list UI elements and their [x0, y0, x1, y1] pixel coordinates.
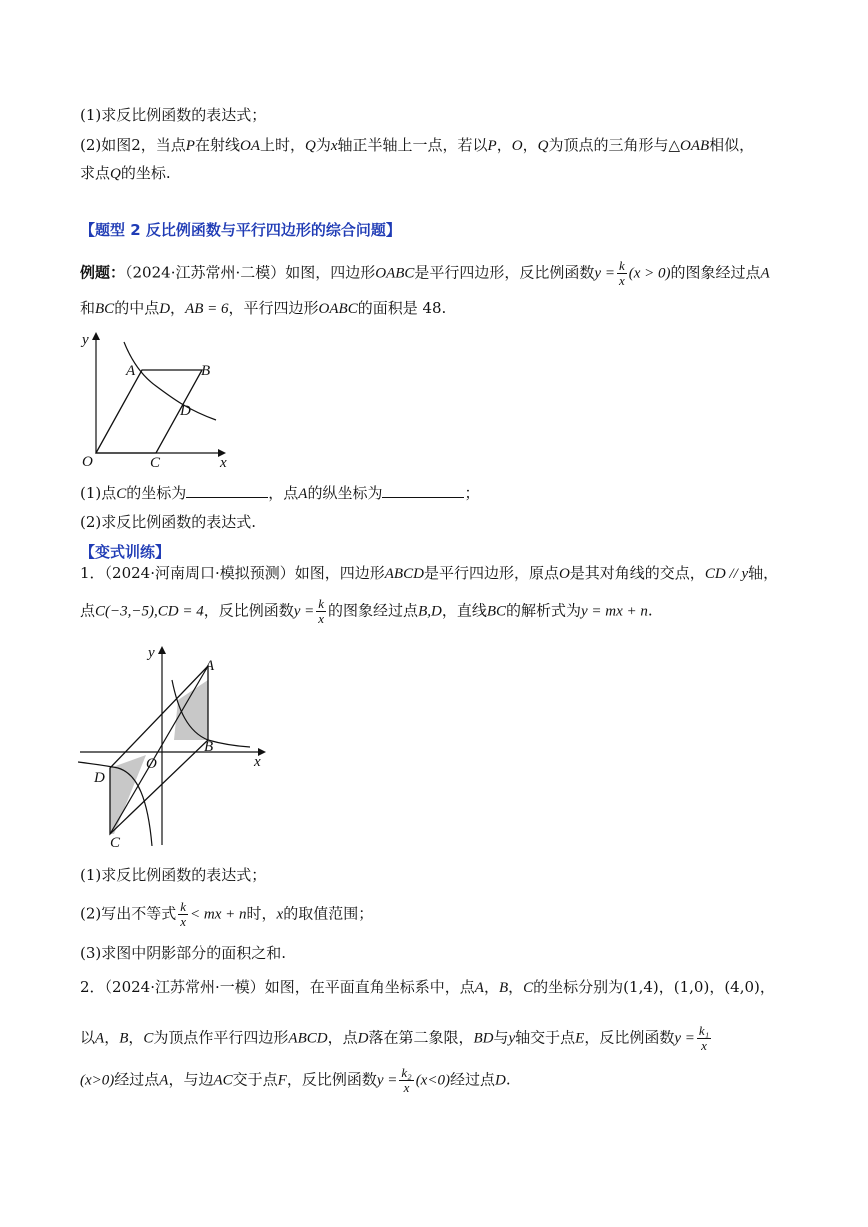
label-A: A [205, 658, 215, 674]
answer-blank-c[interactable] [186, 483, 268, 498]
label-D: D [94, 770, 105, 786]
fraction-k-over-x: $\frac{k}{x}$ [318, 596, 325, 626]
prev-question-2: (2)如图2，当点P在射线OA上时，Q为x轴正半轴上一点，若以P，O，Q为顶点的三角形与△OAB相似， [80, 136, 755, 154]
fraction-k2-over-x: $\frac{\text{k₂}}{x}$ [401, 1065, 412, 1095]
label-x: x [220, 455, 227, 471]
y-axis-arrow [158, 646, 166, 654]
hyperbola-curve [124, 342, 216, 420]
example-question-2: (2)求反比例函数的表达式. [80, 513, 257, 531]
variant-1-question-2: (2)写出不等式 $\frac{k}{x}$ < mx + n时，x的取值范围； [80, 899, 374, 929]
example-text-line-2: 和BC的中点D，AB = 6，平行四边形OABC的面积是 48. [80, 299, 447, 317]
figure-parallelogram-oabc [76, 328, 236, 473]
label-x: x [254, 754, 261, 770]
section-heading: 【题型 2 反比例函数与平行四边形的综合问题】 [80, 221, 401, 239]
diagonal-ac [110, 666, 208, 834]
variant-2-line-3: (x>0)经过点A，与边AC交于点F，反比例函数y = $\frac{\text{k₂}}{x}$ (x<0)经过点D. [80, 1065, 511, 1095]
variant-1-line-2: 点C(−3,−5),CD = 4，反比例函数y = $\frac{k}{x}$ 的图象经过点B,D，直线BC的解析式为y = mx + n. [80, 596, 653, 626]
y-axis-arrow [92, 332, 100, 340]
label-y: y [148, 645, 155, 661]
label-B: B [201, 363, 211, 379]
example-question-1: (1)点C的坐标为 ，点A的纵坐标为 ； [80, 484, 480, 502]
label-C: C [150, 455, 161, 471]
variant-1-question-1: (1)求反比例函数的表达式； [80, 866, 267, 884]
prev-question-1: (1)求反比例函数的表达式； [80, 106, 267, 124]
fraction-k-over-x: $\frac{k}{x}$ [180, 899, 187, 929]
variant-1-question-3: (3)求图中阴影部分的面积之和. [80, 944, 287, 962]
label-A: A [126, 363, 136, 379]
label-D: D [180, 403, 191, 419]
answer-blank-a[interactable] [382, 483, 464, 498]
label-y: y [82, 332, 89, 348]
variant-1-line-1: 1．（2024·河南周口·模拟预测）如图，四边形ABCD是平行四边形，原点O是其对角线的交点，CD // y轴， [80, 564, 779, 582]
label-O: O [146, 756, 157, 772]
label-O: O [82, 454, 93, 470]
fraction-k-over-x: $\frac{k}{x}$ [618, 258, 625, 288]
figure-parallelogram-abcd [78, 640, 278, 855]
example-text-line-1: 例题：（2024·江苏常州·二模）如图，四边形OABC是平行四边形，反比例函数y = $\frac{k}{x}$ (x > 0)的图象经过点A [80, 258, 770, 288]
fraction-k1-over-x: $\frac{\text{k₁}}{x}$ [698, 1023, 710, 1053]
label-B: B [204, 739, 214, 755]
shaded-region-lower [110, 755, 146, 834]
variant-2-line-1: 2．（2024·江苏常州·一模）如图，在平面直角坐标系中，点A，B，C的坐标分别为(1,4)，(1,0)，(4,0)， [80, 978, 775, 996]
prev-question-2-cont: 求点Q的坐标. [80, 164, 171, 182]
variant-heading: 【变式训练】 [80, 543, 171, 561]
variant-2-line-2: 以A，B，C为顶点作平行四边形ABCD，点D落在第二象限，BD与y轴交于点E，反比例函数y = $\frac{\text{k₁}}{x}$ [80, 1023, 710, 1053]
label-C: C [110, 835, 121, 851]
shaded-region-upper [174, 680, 208, 740]
